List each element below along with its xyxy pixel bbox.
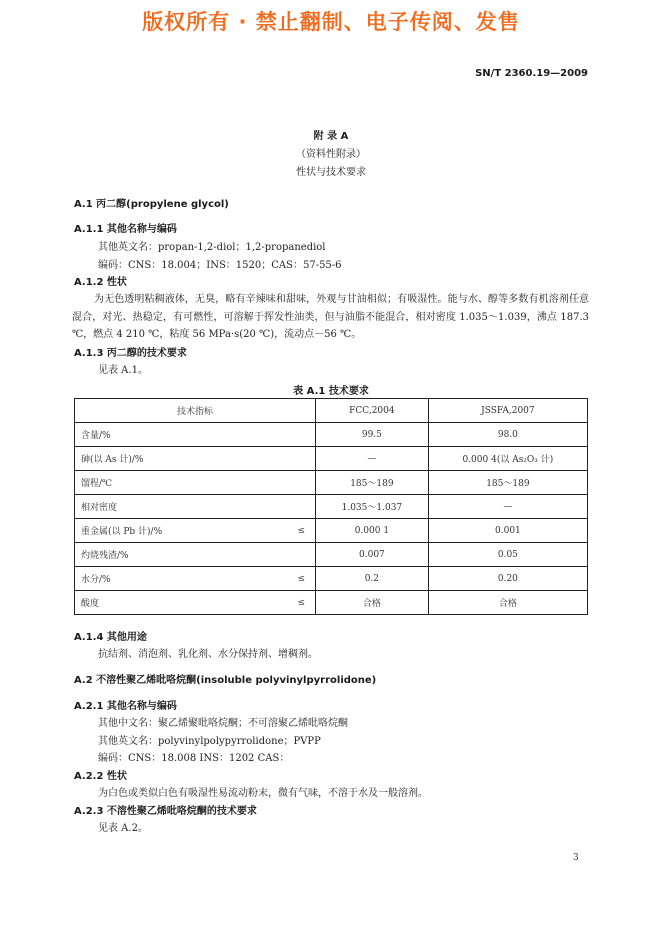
row-name: 含量/% bbox=[81, 431, 111, 441]
section-a1-3-heading: A.1.3 丙二醇的技术要求 bbox=[74, 348, 187, 359]
fcc-value: 合格 bbox=[316, 591, 429, 615]
a1-other-english-name: 其他英文名：propan-1,2-diol；1,2-propanediol bbox=[98, 242, 326, 253]
row-name: 酸度 bbox=[81, 599, 100, 609]
watermark-banner: 版权所有 · 禁止翻制、电子传阅、发售 bbox=[142, 10, 520, 34]
a1-codes: 编码：CNS：18.004；INS：1520；CAS：57-55-6 bbox=[98, 260, 342, 271]
fcc-value: 185～189 bbox=[316, 471, 429, 495]
table-header-cell: 技术指标 bbox=[75, 399, 316, 423]
section-a2-heading: A.2 不溶性聚乙烯吡咯烷酮(insoluble polyvinylpyrrolidone) bbox=[74, 675, 377, 686]
fcc-value: — bbox=[316, 447, 429, 471]
fcc-value: 0.000 1 bbox=[316, 519, 429, 543]
page-number: 3 bbox=[573, 853, 579, 863]
table-row bbox=[75, 567, 588, 591]
row-name: 馏程/℃ bbox=[81, 479, 113, 489]
fcc-value: 99.5 bbox=[316, 423, 429, 447]
appendix-heading: 性状与技术要求 bbox=[296, 167, 366, 178]
table-row bbox=[75, 495, 588, 519]
table-row bbox=[75, 447, 588, 471]
row-name: 重金属(以 Pb 计)/% bbox=[81, 527, 163, 537]
standard-code: SN/T 2360.19—2009 bbox=[475, 68, 588, 79]
row-name: 灼烧残渣/% bbox=[81, 551, 129, 561]
jssfa-value: 0.001 bbox=[428, 519, 587, 543]
fcc-value: 1.035～1.037 bbox=[316, 495, 429, 519]
jssfa-value: 0.000 4(以 As₂O₃ 计) bbox=[428, 447, 587, 471]
row-name: 水分/% bbox=[81, 575, 111, 585]
jssfa-value: 0.05 bbox=[428, 543, 587, 567]
row-name: 砷(以 As 计)/% bbox=[81, 455, 144, 465]
a2-other-english-name: 其他英文名：polyvinylpolypyrrolidone；PVPP bbox=[98, 736, 321, 747]
jssfa-value: 合格 bbox=[428, 591, 587, 615]
jssfa-value: 185～189 bbox=[428, 471, 587, 495]
le-symbol: ≤ bbox=[297, 597, 305, 608]
le-symbol: ≤ bbox=[297, 525, 305, 536]
section-a1-heading: A.1 丙二醇(propylene glycol) bbox=[74, 199, 229, 210]
table-header-cell: FCC,2004 bbox=[316, 399, 429, 423]
table-header-row bbox=[75, 399, 588, 423]
table-header-cell: JSSFA,2007 bbox=[428, 399, 587, 423]
le-symbol: ≤ bbox=[297, 573, 305, 584]
a2-other-chinese-name: 其他中文名：聚乙烯聚吡咯烷酮；不可溶聚乙烯吡咯烷酮 bbox=[98, 718, 348, 729]
a1-other-uses: 抗结剂、消泡剂、乳化剂、水分保持剂、增稠剂。 bbox=[98, 649, 318, 660]
row-name: 相对密度 bbox=[81, 503, 118, 513]
jssfa-value: 0.20 bbox=[428, 567, 587, 591]
appendix-title: 附 录 A bbox=[313, 131, 349, 142]
a2-see-table: 见表 A.2。 bbox=[98, 823, 148, 834]
table-row bbox=[75, 591, 588, 615]
section-a2-1-heading: A.2.1 其他名称与编码 bbox=[74, 701, 177, 712]
a2-description: 为白色或类似白色有吸湿性易流动粉末，微有气味，不溶于水及一般溶剂。 bbox=[98, 788, 428, 799]
table-row bbox=[75, 423, 588, 447]
spec-table bbox=[74, 398, 588, 615]
section-a1-4-heading: A.1.4 其他用途 bbox=[74, 632, 147, 643]
fcc-value: 0.2 bbox=[316, 567, 429, 591]
table-row bbox=[75, 519, 588, 543]
a2-codes: 编码：CNS：18.008 INS：1202 CAS： bbox=[98, 753, 290, 764]
jssfa-value: 98.0 bbox=[428, 423, 587, 447]
fcc-value: 0.007 bbox=[316, 543, 429, 567]
section-a2-3-heading: A.2.3 不溶性聚乙烯吡咯烷酮的技术要求 bbox=[74, 806, 257, 817]
table-row bbox=[75, 543, 588, 567]
section-a2-2-heading: A.2.2 性状 bbox=[74, 771, 127, 782]
table-row bbox=[75, 471, 588, 495]
section-a1-1-heading: A.1.1 其他名称与编码 bbox=[74, 224, 177, 235]
appendix-subtitle: （资料性附录） bbox=[296, 149, 366, 160]
table-caption: 表 A.1 技术要求 bbox=[293, 386, 369, 397]
section-a1-2-heading: A.1.2 性状 bbox=[74, 277, 127, 288]
jssfa-value: — bbox=[428, 495, 587, 519]
a1-see-table: 见表 A.1。 bbox=[98, 365, 148, 376]
a1-description: 为无色透明粘稠液体，无臭，略有辛辣味和甜味，外观与甘油相似；有吸湿性。能与水、醇等多数有机溶剂任意混合，对光、热稳定，有可燃性，可溶解于挥发性油类，但与油脂不能混合，相对密度 1.035～1.039，沸点 187.3 ℃，燃点 4 210 ℃，粘度 56 MPa·s(20 ℃)，流动点－56 ℃。 bbox=[72, 294, 589, 340]
